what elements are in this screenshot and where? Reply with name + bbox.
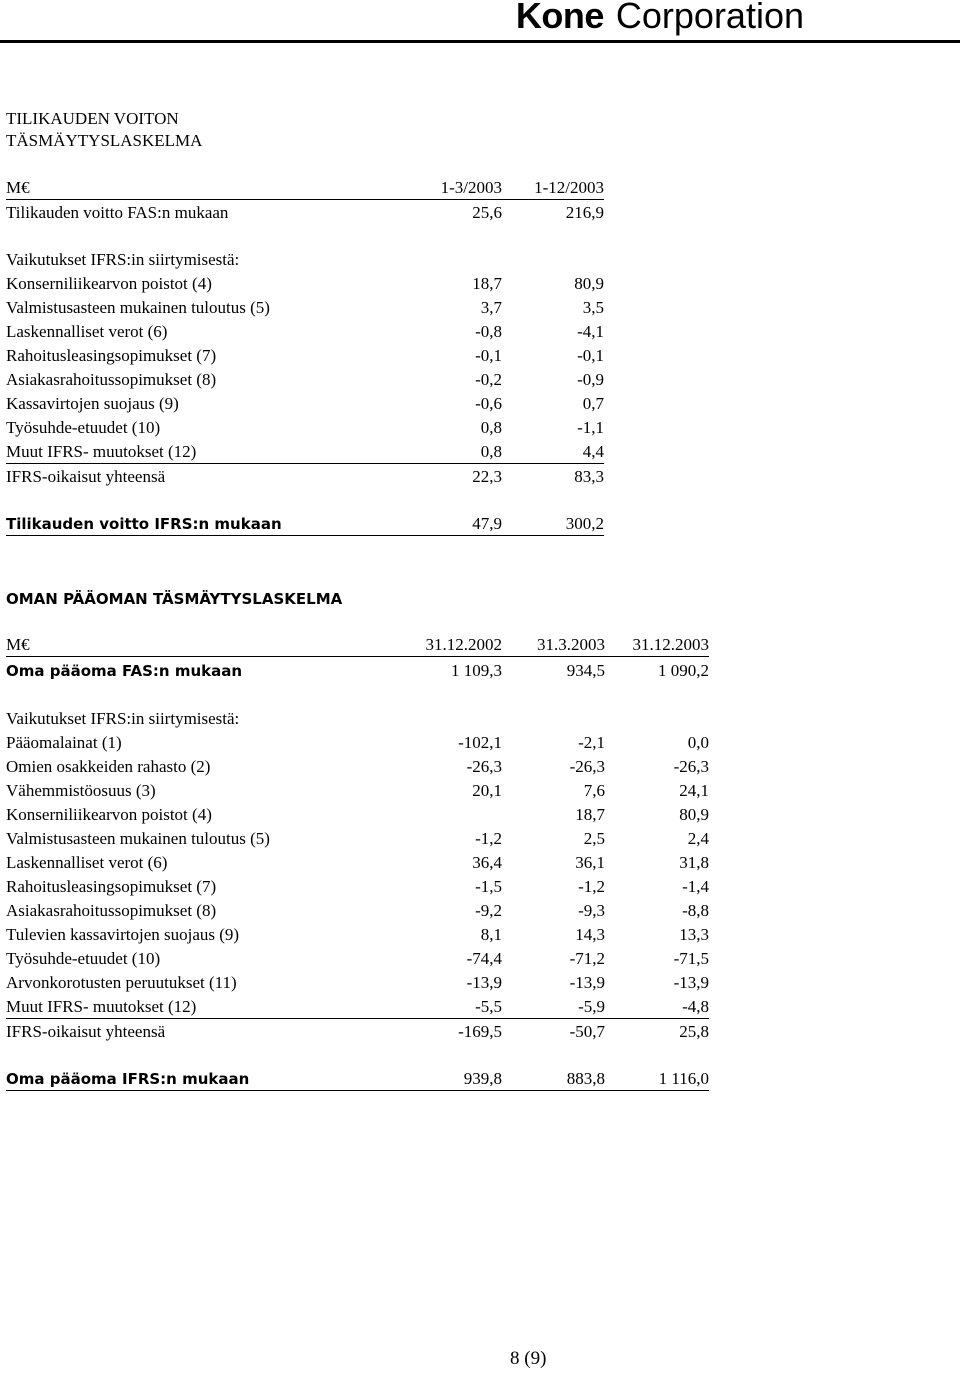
table2-col3-header: 31.12.2003 [632,635,709,654]
cell-value: 0,0 [687,733,709,752]
table1-title-line1: TILIKAUDEN VOITON [6,109,179,128]
row-label: Asiakasrahoitussopimukset (8) [6,901,217,920]
table1-title [6,108,202,152]
cell-value: -169,5 [458,1022,502,1041]
row-label: Oma pääoma FAS:n mukaan [6,662,243,680]
table2-col1-header: 31.12.2002 [425,635,502,654]
table-row [6,876,709,898]
row-label: Asiakasrahoitussopimukset (8) [6,370,217,389]
table-row [6,732,709,754]
row-label: Tulevien kassavirtojen suojaus (9) [6,925,240,944]
row-label: Valmistusasteen mukainen tuloutus (5) [6,829,270,848]
table-row [6,828,709,850]
row-label: Konserniliikearvon poistot (4) [6,805,212,824]
cell-value: 80,9 [574,274,604,293]
cell-value: -26,3 [569,757,605,776]
cell-value: -9,3 [578,901,605,920]
table-row [6,441,604,464]
row-label: Työsuhde-etuudet (10) [6,949,161,968]
cell-value: 22,3 [472,467,502,486]
cell-value: 14,3 [575,925,605,944]
cell-value: 300,2 [565,514,604,533]
row-label: Laskennalliset verot (6) [6,853,168,872]
row-label: Kassavirtojen suojaus (9) [6,394,179,413]
row-label: Vähemmistöosuus (3) [6,781,156,800]
table1-unit: M€ [6,178,30,197]
table-row [6,273,604,295]
row-label: Pääomalainat (1) [6,733,122,752]
cell-value: -13,9 [673,973,709,992]
header-rule [0,40,960,43]
cell-value: -1,1 [577,418,604,437]
cell-value: -71,5 [673,949,709,968]
row-label: Tilikauden voitto IFRS:n mukaan [6,515,282,533]
cell-value: -26,3 [673,757,709,776]
row-label: Rahoitusleasingsopimukset (7) [6,346,217,365]
cell-value: 3,5 [582,298,604,317]
cell-value: -0,2 [475,370,502,389]
cell-value: 0,8 [480,418,502,437]
table-row [6,321,604,343]
row-label: Valmistusasteen mukainen tuloutus (5) [6,298,270,317]
cell-value: -1,5 [475,877,502,896]
cell-value: 2,4 [687,829,709,848]
logo-rest: Corporation [615,0,804,36]
cell-value: -1,4 [682,877,709,896]
cell-value: -74,4 [466,949,502,968]
cell-value: 20,1 [472,781,502,800]
table1-subhead: Vaikutukset IFRS:in siirtymisestä: [6,250,240,269]
table-row [6,900,709,922]
row-label: Arvonkorotusten peruutukset (11) [6,973,237,992]
cell-value: -1,2 [578,877,605,896]
cell-value: 25,8 [679,1022,709,1041]
cell-value: 1 090,2 [658,661,709,680]
cell-value: 31,8 [679,853,709,872]
cell-value: -13,9 [569,973,605,992]
table1-col1-header: 1-3/2003 [440,178,502,197]
cell-value: 25,6 [472,203,502,222]
table-row [6,417,604,439]
table1-total-row [6,466,604,488]
table-row [6,369,604,391]
cell-value: 0,7 [582,394,604,413]
cell-value: -0,1 [577,346,604,365]
row-label: Muut IFRS- muutokset (12) [6,442,197,461]
row-label: Rahoitusleasingsopimukset (7) [6,877,217,896]
table2-col2-header: 31.3.2003 [537,635,605,654]
cell-value: -4,8 [682,997,709,1016]
cell-value: 216,9 [565,203,604,222]
row-label: Tilikauden voitto FAS:n mukaan [6,203,229,222]
table-row [6,996,709,1019]
cell-value: 18,7 [575,805,605,824]
cell-value: 36,4 [472,853,502,872]
table1-title-line2: TÄSMÄYTYSLASKELMA [6,131,203,150]
table1-ifrs-row [6,513,604,536]
cell-value: 83,3 [574,467,604,486]
cell-value: -102,1 [458,733,502,752]
table2-subhead: Vaikutukset IFRS:in siirtymisestä: [6,709,240,728]
table-row [6,297,604,319]
cell-value: -5,9 [578,997,605,1016]
page-number: 8 (9) [510,1348,547,1369]
cell-value: 24,1 [679,781,709,800]
row-label: Muut IFRS- muutokset (12) [6,997,197,1016]
logo-brand: Kone [515,0,604,36]
table2-unit: M€ [6,635,30,654]
row-label: Oma pääoma IFRS:n mukaan [6,1070,250,1088]
table-row [6,345,604,367]
cell-value: -8,8 [682,901,709,920]
company-logo [516,0,804,38]
table2-title: OMAN PÄÄOMAN TÄSMÄYTYSLASKELMA [6,590,343,608]
cell-value: 3,7 [480,298,502,317]
cell-value: 939,8 [463,1069,502,1088]
cell-value: -2,1 [578,733,605,752]
cell-value: 4,4 [582,442,604,461]
cell-value: -13,9 [466,973,502,992]
table2-ifrs-row [6,1068,709,1091]
cell-value: 1 116,0 [658,1069,709,1088]
cell-value: -71,2 [569,949,605,968]
cell-value: -0,1 [475,346,502,365]
table-row [6,804,709,826]
cell-value: -0,6 [475,394,502,413]
row-label: IFRS-oikaisut yhteensä [6,467,166,486]
cell-value: 0,8 [480,442,502,461]
cell-value: -0,8 [475,322,502,341]
cell-value: 934,5 [566,661,605,680]
cell-value: -0,9 [577,370,604,389]
table-row [6,972,709,994]
cell-value: 18,7 [472,274,502,293]
cell-value: 47,9 [472,514,502,533]
row-label: Laskennalliset verot (6) [6,322,168,341]
table1-col2-header: 1-12/2003 [534,178,604,197]
row-label: Omien osakkeiden rahasto (2) [6,757,211,776]
table-row [6,780,709,802]
cell-value: 36,1 [575,853,605,872]
cell-value: -9,2 [475,901,502,920]
table2-header-row [6,634,709,657]
table-row [6,948,709,970]
cell-value: 80,9 [679,805,709,824]
cell-value: -50,7 [569,1022,605,1041]
table-row [6,924,709,946]
row-label: Työsuhde-etuudet (10) [6,418,161,437]
cell-value: -5,5 [475,997,502,1016]
table1-fas-row [6,202,604,224]
cell-value: -26,3 [466,757,502,776]
row-label: IFRS-oikaisut yhteensä [6,1022,166,1041]
cell-value: -4,1 [577,322,604,341]
table-row [6,756,709,778]
cell-value: 8,1 [480,925,502,944]
cell-value: 883,8 [566,1069,605,1088]
table-row [6,852,709,874]
table2-fas-row [6,660,709,682]
cell-value: 13,3 [679,925,709,944]
row-label: Konserniliikearvon poistot (4) [6,274,212,293]
cell-value: -1,2 [475,829,502,848]
cell-value: 2,5 [583,829,605,848]
cell-value: 1 109,3 [451,661,502,680]
table1-header-row [6,177,604,200]
cell-value: 7,6 [583,781,605,800]
table-row [6,393,604,415]
table2-total-row [6,1021,709,1043]
